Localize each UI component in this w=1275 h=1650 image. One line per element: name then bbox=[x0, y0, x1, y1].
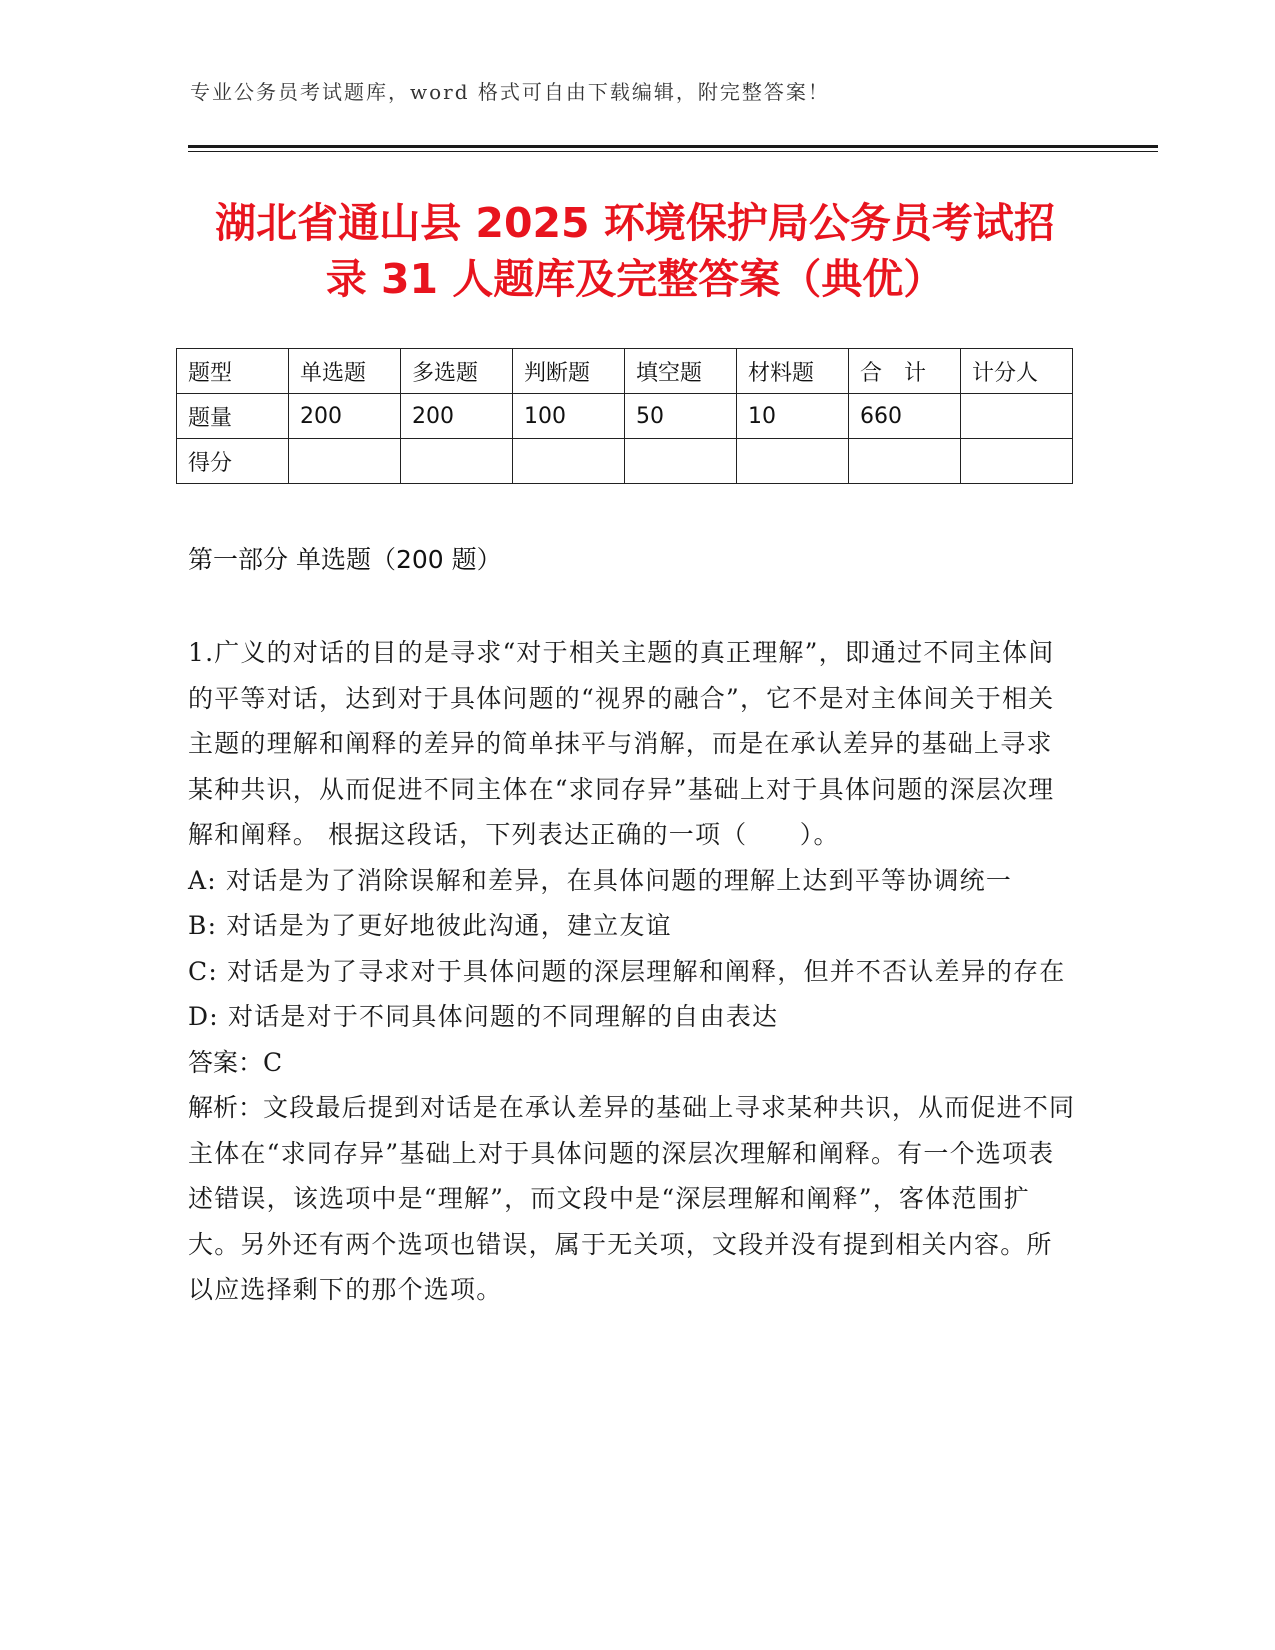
table-row-type bbox=[177, 349, 1073, 394]
option-b: B: 对话是为了更好地彼此沟通，建立友谊 bbox=[188, 911, 672, 940]
table-cell: 合 计 bbox=[849, 349, 961, 394]
table-cell bbox=[289, 439, 401, 484]
document-title bbox=[180, 195, 1090, 307]
table-cell: 判断题 bbox=[513, 349, 625, 394]
header-rule-thick bbox=[188, 145, 1158, 148]
table-row-score bbox=[177, 439, 1073, 484]
table-cell bbox=[513, 439, 625, 484]
table-cell: 题量 bbox=[177, 394, 289, 439]
question-1 bbox=[188, 630, 1078, 1313]
analysis-paragraph bbox=[188, 1085, 1078, 1313]
table-cell bbox=[961, 394, 1073, 439]
question-stem: 1.广义的对话的目的是寻求“对于相关主题的真正理解”，即通过不同主体间的平等对话，达到对于具体问题的“视界的融合”，它不是对主体间关于相关主题的理解和阐释的差异的简单抹平与消解，而是在承认差异的基础上寻求某种共识，从而促进不同主体在“求同存异”基础上对于具体问题的深层次理解和阐释。 根据这段话，下列表达正确的一项（ ）。 bbox=[188, 638, 1055, 849]
table-cell bbox=[625, 439, 737, 484]
table-cell: 单选题 bbox=[289, 349, 401, 394]
section-heading: 第一部分 单选题（200 题） bbox=[188, 545, 502, 574]
table-cell: 200 bbox=[401, 394, 513, 439]
table-cell: 材料题 bbox=[737, 349, 849, 394]
table-cell bbox=[737, 439, 849, 484]
table-cell: 660 bbox=[849, 394, 961, 439]
table-cell: 填空题 bbox=[625, 349, 737, 394]
analysis-label: 解析： bbox=[188, 1093, 264, 1122]
table-cell: 多选题 bbox=[401, 349, 513, 394]
table-cell bbox=[849, 439, 961, 484]
table-cell bbox=[961, 439, 1073, 484]
option-a: A: 对话是为了消除误解和差异，在具体问题的理解上达到平等协调统一 bbox=[188, 865, 1013, 895]
title-line-2: 录 31 人题库及完整答案（典优） bbox=[325, 255, 945, 303]
table-cell: 10 bbox=[737, 394, 849, 439]
answer-value: C bbox=[263, 1047, 284, 1077]
table-cell: 得分 bbox=[177, 439, 289, 484]
table-cell: 200 bbox=[289, 394, 401, 439]
score-table bbox=[176, 348, 1073, 484]
answer-line bbox=[188, 1040, 1078, 1086]
header-rule-thin bbox=[188, 151, 1158, 152]
title-line-1: 湖北省通山县 2025 环境保护局公务员考试招 bbox=[215, 199, 1055, 247]
option-c: C: 对话是为了寻求对于具体问题的深层理解和阐释，但并不否认差异的存在 bbox=[188, 956, 1066, 986]
analysis-text: 文段最后提到对话是在承认差异的基础上寻求某种共识，从而促进不同主体在“求同存异”基础上对于具体问题的深层次理解和阐释。有一个选项表述错误，该选项中是“理解”，而文段中是“深层理解和阐释”，客体范围扩大。另外还有两个选项也错误，属于无关项，文段并没有提到相关内容。所以应选择剩下的那个选项。 bbox=[188, 1093, 1076, 1304]
table-cell bbox=[401, 439, 513, 484]
answer-label: 答案： bbox=[188, 1047, 264, 1077]
table-cell: 100 bbox=[513, 394, 625, 439]
table-row-count bbox=[177, 394, 1073, 439]
table-cell: 50 bbox=[625, 394, 737, 439]
option-d: D: 对话是对于不同具体问题的不同理解的自由表达 bbox=[188, 1002, 779, 1031]
table-cell: 题型 bbox=[177, 349, 289, 394]
table-cell: 计分人 bbox=[961, 349, 1073, 394]
header-note: 专业公务员考试题库，word 格式可自由下载编辑，附完整答案！ bbox=[190, 80, 830, 104]
